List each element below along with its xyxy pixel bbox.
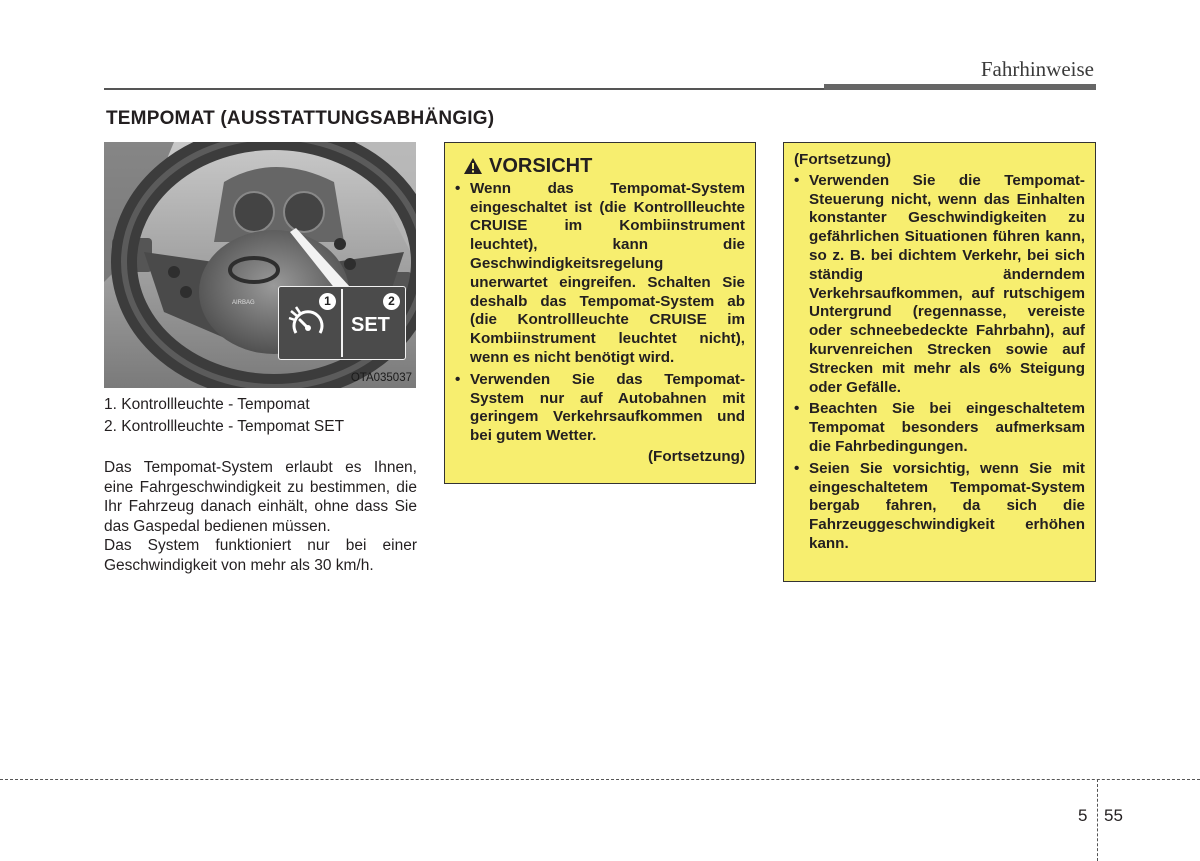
caution-item-text: Verwenden Sie die Tempomat-Steuerung nicht, wenn das Einhalten konstanter Geschwindigkeiten zu gefährlichen Situationen führen kann, so z. B. bei dichtem Verkehr, bei sich ständig änderndem Verkehrsaufkommen, auf rutschigem Untergrund (regennasse, vereiste oder schneebedeckte Fahrbahn), auf kurvenreichen Strecken sowie auf Strecken mit mehr als 6% Steigung oder Gefälle. [809,171,1085,396]
body-paragraph: Das Tempomat-System erlaubt es Ihnen, eine Fahrgeschwindigkeit zu bestimmen, die Ihr Fahrzeug danach einhält, ohne dass Sie das Gaspedal bedienen müssen. [104,459,417,535]
caution-item: • Beachten Sie bei eingeschaltetem Tempomat besonders aufmerksam die Fahrbedingungen. [794,400,1085,455]
body-text [104,458,417,575]
caution-heading [455,157,745,176]
cruise-indicator-callout [278,286,406,360]
caution-title: VORSICHT [489,155,593,177]
callout-divider [341,289,343,357]
badge-2: 2 [383,293,400,310]
caution-item-text: Seien Sie vorsichtig, wenn Sie mit eingeschaltetem Tempomat-System bergab fahren, da sich die Fahrzeuggeschwindigkeit erhöhen kann. [809,459,1085,552]
caution-item-text: Verwenden Sie das Tempomat-System nur auf Autobahnen mit geringem Verkehrsaufkommen und bei gutem Wetter. [470,370,745,445]
airbag-text: AIRBAG [232,300,255,306]
footer-rule [0,779,1200,780]
continued-note: (Fortsetzung) [647,447,745,465]
caution-box-1 [444,142,756,484]
warning-triangle-icon [463,157,483,175]
caution-item: • Wenn das Tempomat-System eingeschaltet ist (die Kontrollleuchte CRUISE im Kombiinstrument leuchtet), kann die Geschwindigkeitsregelung unerwartet eingreifen. Schalten Sie deshalb das Tempomat-System ab (die Kontrollleuchte CRUISE im Kombiinstrument leuchtet nicht), wenn es nicht benötigt wird. [455,179,745,366]
chapter-title: Fahrhinweise [980,57,1094,81]
header-rule-accent [824,84,1096,90]
continued-heading: (Fortsetzung) [794,151,892,168]
caution-item-text: Beachten Sie bei eingeschaltetem Tempomat besonders aufmerksam die Fahrbedingungen. [809,400,1085,455]
chapter-number: 5 [1078,806,1088,825]
caution-item-text: Wenn das Tempomat-System eingeschaltet ist (die Kontrollleuchte CRUISE im Kombiinstrument leuchtet), kann die Geschwindigkeitsregelung unerwartet eingreifen. Schalten Sie deshalb das Tempomat-System ab (die Kontrollleuchte CRUISE im Kombiinstrument leuchtet nicht), wenn es nicht benötigt wird. [470,179,745,366]
footer-divider [1097,779,1098,861]
set-indicator-label: SET [351,314,390,336]
caution-item: • Verwenden Sie das Tempomat-System nur auf Autobahnen mit geringem Verkehrsaufkommen und bei gutem Wetter. [455,370,745,445]
page-number: 55 [1104,806,1123,825]
caution-box-2 [783,142,1096,582]
caution-item: • Verwenden Sie die Tempomat-Steuerung nicht, wenn das Einhalten konstanter Geschwindigkeiten zu gefährlichen Situationen führen kann, so z. B. bei dichtem Verkehr, bei sich ständig änderndem Verkehrsaufkommen, auf rutschigem Untergrund (regennasse, vereiste oder schneebedeckte Fahrbahn), auf kurvenreichen Strecken sowie auf Strecken mit mehr als 6% Steigung oder Gefälle. [794,171,1085,396]
cruise-control-icon [287,303,329,345]
caption-item: 2. Kontrollleuchte - Tempomat SET [104,417,345,435]
body-paragraph: Das System funktioniert nur bei einer Geschwindigkeit von mehr als 30 km/h. [104,537,417,574]
caution-item: • Seien Sie vorsichtig, wenn Sie mit eingeschaltetem Tempomat-System bergab fahren, da sich die Fahrzeuggeschwindigkeit erhöhen kann. [794,459,1085,552]
figure-code: OTA035037 [350,372,412,384]
caption-list [104,394,418,437]
section-title: TEMPOMAT (AUSSTATTUNGSABHÄNGIG) [106,108,495,129]
caption-item: 1. Kontrollleuchte - Tempomat [104,396,310,413]
badge-1: 1 [319,293,336,310]
